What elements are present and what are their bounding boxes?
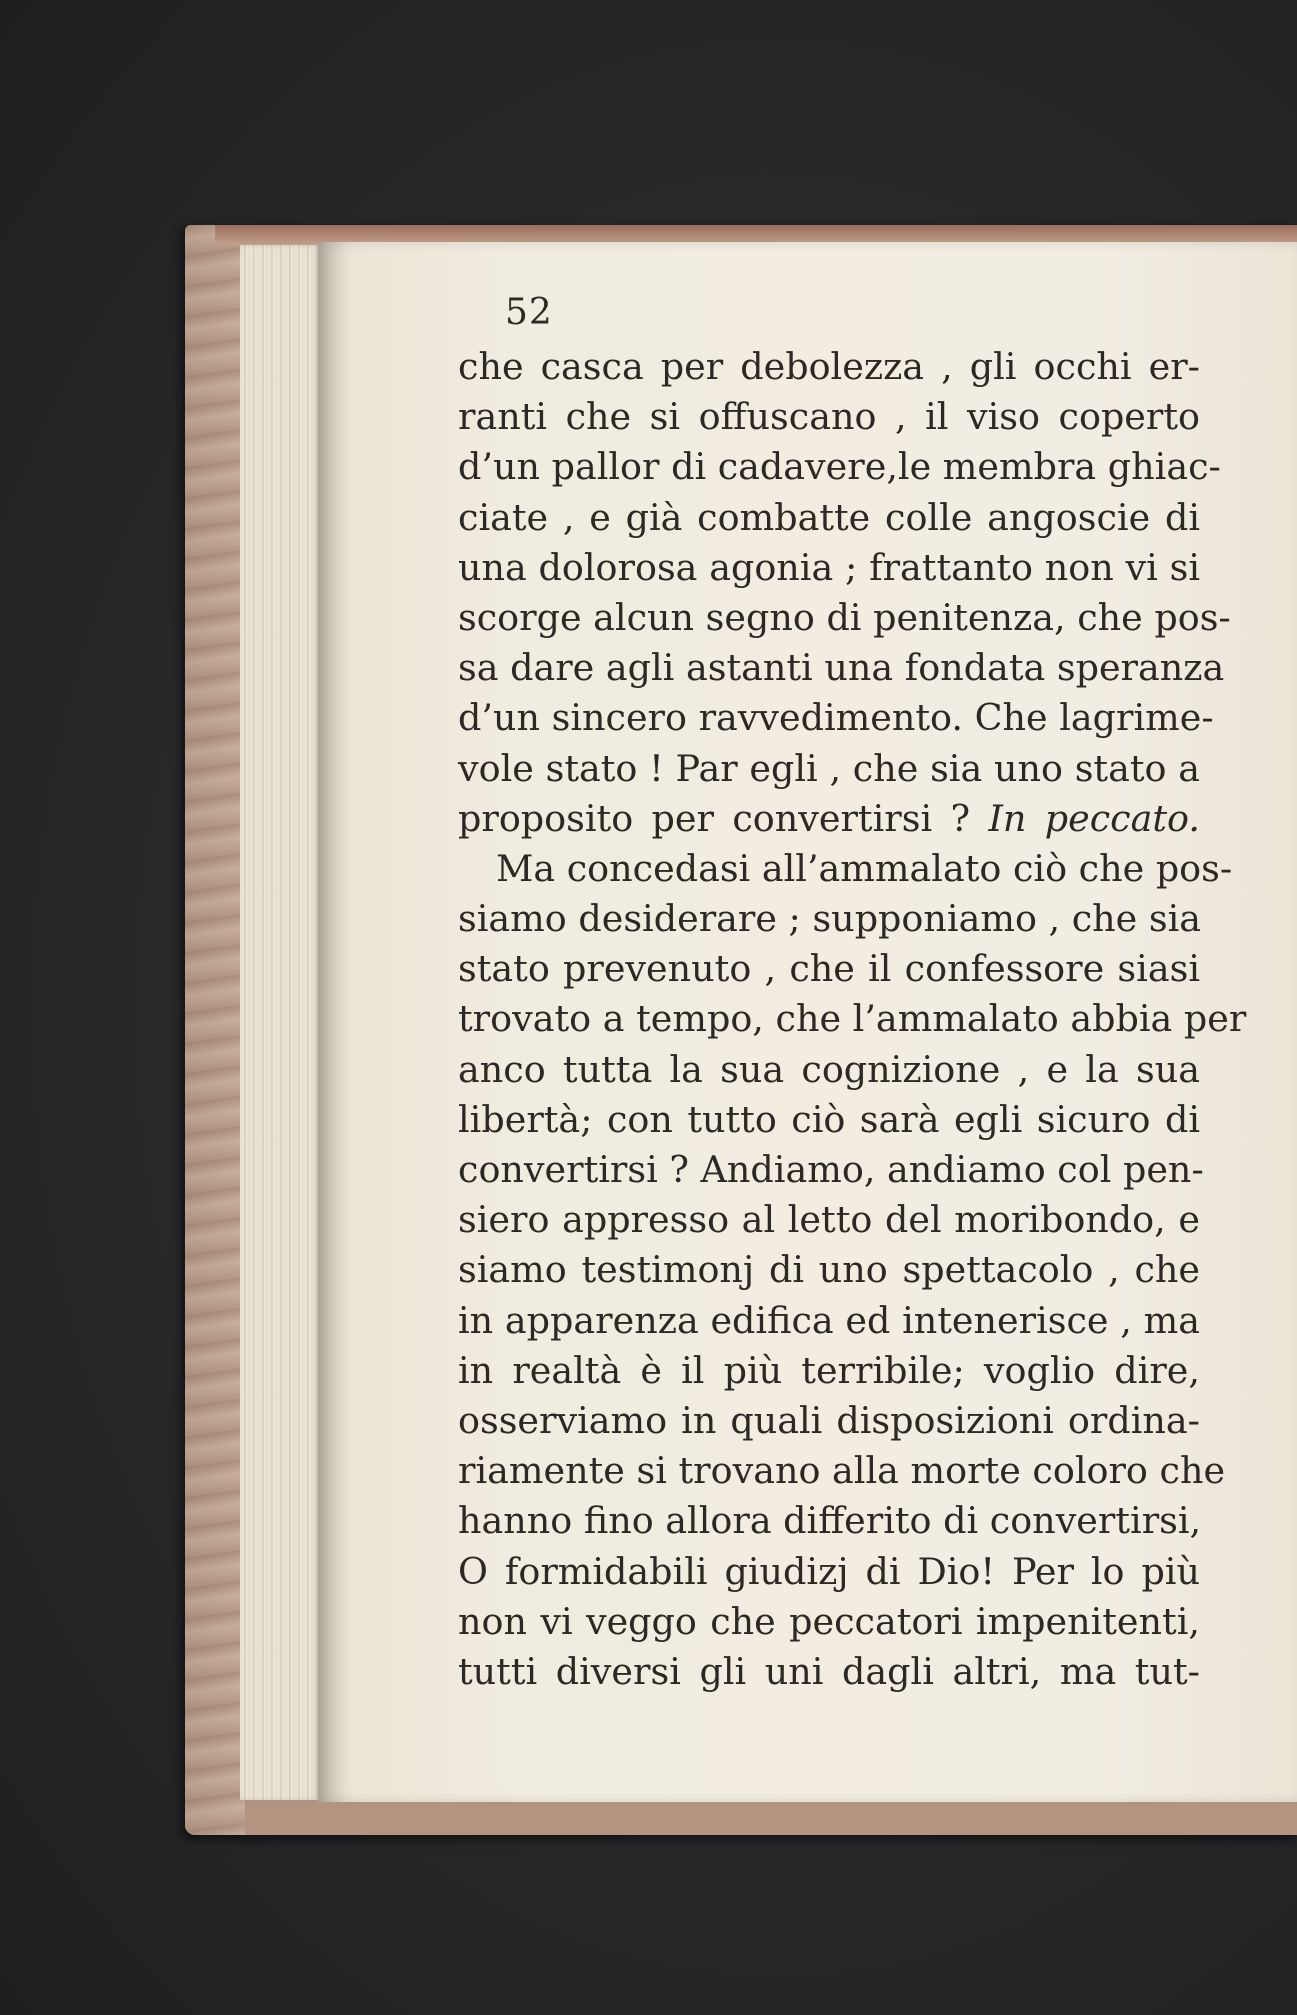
text-line-with-italic	[458, 794, 1200, 844]
text-line: ranti che si offuscano , il viso coperto	[458, 395, 1200, 439]
text-line: una dolorosa agonia ; frattanto non vi si	[458, 545, 1200, 589]
cover-marbling	[185, 225, 245, 1835]
page-text	[458, 342, 1247, 1697]
text-line: trovato a tempo, che l’ammalato abbia per	[458, 997, 1247, 1041]
text-line: stato prevenuto , che il confessore siasi	[458, 947, 1200, 991]
text-line: vole stato ! Par egli , che sia uno stato a	[458, 746, 1200, 790]
text-line: hanno fino allora differito di convertirsi,	[458, 1499, 1202, 1543]
text-line: siero appresso al letto del moribondo, e	[458, 1198, 1200, 1242]
spine-shadow	[318, 242, 348, 1802]
text-line: d’un sincero ravvedimento. Che lagrime-	[458, 696, 1214, 740]
italic-phrase: In peccato.	[988, 796, 1200, 840]
text-line: riamente si trovano alla morte coloro che	[458, 1449, 1226, 1493]
text-line: O formidabili giudizj di Dio! Per lo più	[458, 1549, 1200, 1593]
text-line: libertà; con tutto ciò sarà egli sicuro di	[458, 1097, 1200, 1141]
text-line: tutti diversi gli uni dagli altri, ma tut-	[458, 1649, 1200, 1693]
text-line: in realtà è il più terribile; voglio dire,	[458, 1348, 1200, 1392]
page-edges	[240, 245, 320, 1800]
text-line: ciate , e già combatte colle angoscie di	[458, 495, 1200, 539]
page-number: 52	[505, 292, 553, 333]
text-line: anco tutta la sua cognizione , e la sua	[458, 1047, 1200, 1091]
text-segment: proposito per convertirsi ?	[458, 796, 971, 840]
text-line: d’un pallor di cadavere,le membra ghiac-	[458, 445, 1221, 489]
text-line: scorge alcun segno di penitenza, che pos-	[458, 595, 1231, 639]
text-line: siamo desiderare ; supponiamo , che sia	[458, 897, 1202, 941]
text-line: convertirsi ? Andiamo, andiamo col pen-	[458, 1148, 1204, 1191]
text-line: che casca per debolezza , gli occhi er-	[458, 345, 1200, 388]
text-line: sa dare agli astanti una fondata speranza	[458, 646, 1225, 690]
text-line: siamo testimonj di uno spettacolo , che	[458, 1248, 1200, 1292]
text-line: non vi veggo che peccatori impenitenti,	[458, 1599, 1200, 1643]
text-line: in apparenza edifica ed intenerisce , ma	[458, 1298, 1200, 1342]
text-line: Ma concedasi all’ammalato ciò che pos-	[496, 846, 1233, 890]
text-line: osserviamo in quali disposizioni ordina-	[458, 1398, 1200, 1442]
